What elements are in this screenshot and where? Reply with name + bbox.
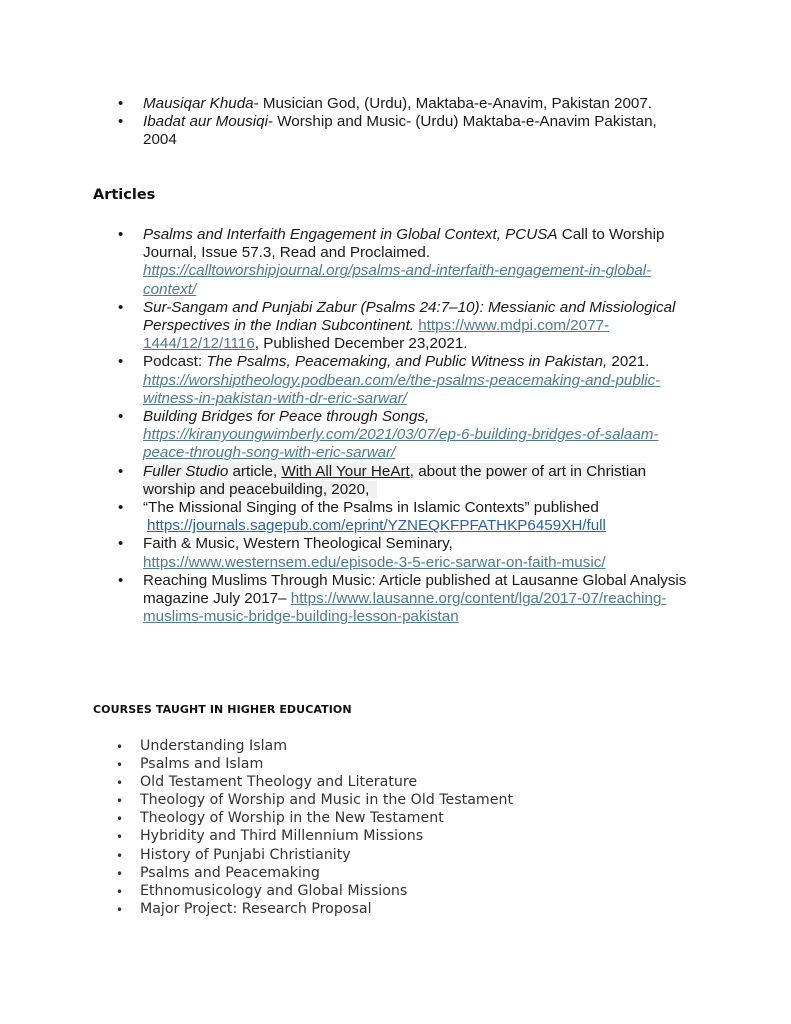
list-item-article [118, 499, 728, 535]
article-publish-date: , Published December 23,2021. [254, 335, 468, 353]
article-title: The Psalms, Peacemaking, and Public Witness in Pakistan, [206, 353, 608, 371]
book-title: Mausiqar Khuda [143, 95, 254, 112]
article-title: Fuller Studio [143, 462, 229, 480]
list-item-article [118, 408, 728, 463]
article-title: Psalms and Interfaith Engagement in Global Context, PCUSA [143, 226, 558, 243]
article-link-part[interactable]: witness-in-pakistan-with-dr-eric-sarwar/ [143, 389, 407, 407]
article-link-part[interactable]: https://calltoworshipjournal.org/psalms-and-interfaith-engagement-in-global- [143, 262, 652, 280]
list-item-course: • Psalms and Islam [118, 755, 513, 773]
article-link-part[interactable]: peace-through-song-with-eric-sarwar/ [143, 444, 396, 462]
book-details: - Musician God, (Urdu), Maktaba-e-Anavim, Pakistan 2007. [253, 95, 653, 112]
article-title: Perspectives in the Indian Subcontinent. [143, 317, 415, 335]
list-item-course: • Major Project: Research Proposal [118, 900, 513, 918]
list-item-article [118, 572, 728, 627]
article-title: Faith & Music, Western Theological Seminary, [143, 535, 453, 553]
article-link-with-all-your-heart[interactable]: With All Your HeArt [281, 462, 410, 480]
article-link[interactable] [143, 262, 651, 297]
highlighted-text [143, 463, 646, 480]
article-link-part[interactable]: https://kiranyoungwimberly.com/2021/03/07/ep-6-building-bridges-of-salaam- [143, 426, 659, 444]
list-item-article [118, 353, 728, 408]
article-title: Sur-Sangam and Punjabi Zabur (Psalms 24:7–10): Messianic and Missiological [143, 298, 676, 316]
article-description: , about the power of art in Christian [409, 462, 647, 480]
article-link[interactable]: https://www.westernsem.edu/episode-3-5-eric-sarwar-on-faith-music/ [143, 553, 606, 571]
book-year: 2004 [143, 131, 177, 149]
article-link-part[interactable]: context/ [143, 280, 197, 298]
article-issue: Journal, Issue 57.3, Read and Proclaimed. [143, 244, 431, 262]
book-details: - Worship and Music- (Urdu) Maktaba-e-Anavim Pakistan, [267, 113, 657, 131]
article-year: 2021. [607, 353, 650, 371]
list-item-course: • Hybridity and Third Millennium Missions [118, 827, 513, 845]
list-item-course: • Old Testament Theology and Literature [118, 773, 513, 791]
article-source: Call to Worship [557, 226, 665, 243]
list-item-course: • Theology of Worship and Music in the Old Testament [118, 791, 513, 809]
list-item-article [118, 226, 728, 299]
list-item-book [118, 95, 718, 113]
list-item-article [118, 299, 728, 354]
list-item-course: • Psalms and Peacemaking [118, 864, 513, 882]
article-date: magazine July 2017– [143, 590, 291, 608]
book-title: Ibadat aur Mousiqi [143, 113, 268, 131]
articles-list [118, 226, 728, 626]
article-link-part[interactable]: 1444/12/12/1116 [143, 335, 255, 353]
list-item-book [118, 113, 718, 149]
article-link-part[interactable]: https://www.lausanne.org/content/lga/2017-07/reaching- [290, 590, 667, 608]
list-item-course: • Understanding Islam [118, 737, 513, 755]
section-heading-courses: COURSES TAUGHT IN HIGHER EDUCATION [93, 703, 352, 716]
article-prefix: Podcast: [143, 353, 207, 371]
list-item-course: • Ethnomusicology and Global Missions [118, 882, 513, 900]
list-item-course: • History of Punjabi Christianity [118, 846, 513, 864]
article-link[interactable] [143, 426, 659, 461]
section-heading-articles: Articles [93, 187, 156, 203]
article-title: Building Bridges for Peace through Songs, [143, 408, 430, 426]
article-type: article, [228, 462, 282, 480]
list-item-article [118, 463, 728, 499]
article-link-part[interactable]: https://worshiptheology.podbean.com/e/the-psalms-peacemaking-and-public- [143, 371, 661, 389]
article-link[interactable]: https://journals.sagepub.com/eprint/YZNEQKFPFATHKP6459XH/full [147, 517, 606, 535]
list-item-course: • Theology of Worship in the New Testament [118, 809, 513, 827]
article-title: Reaching Muslims Through Music: Article published at Lausanne Global Analysis [143, 571, 687, 589]
article-link[interactable] [143, 372, 660, 407]
article-link-part[interactable]: muslims-music-bridge-building-lesson-pakistan [143, 608, 459, 626]
article-description-line2: worship and peacebuilding, 2020, [143, 481, 377, 498]
list-item-article [118, 535, 728, 571]
courses-list [118, 737, 513, 918]
article-title: “The Missional Singing of the Psalms in Islamic Contexts” published [143, 499, 599, 517]
books-list [118, 95, 718, 150]
article-link-part[interactable]: https://www.mdpi.com/2077- [418, 317, 610, 335]
